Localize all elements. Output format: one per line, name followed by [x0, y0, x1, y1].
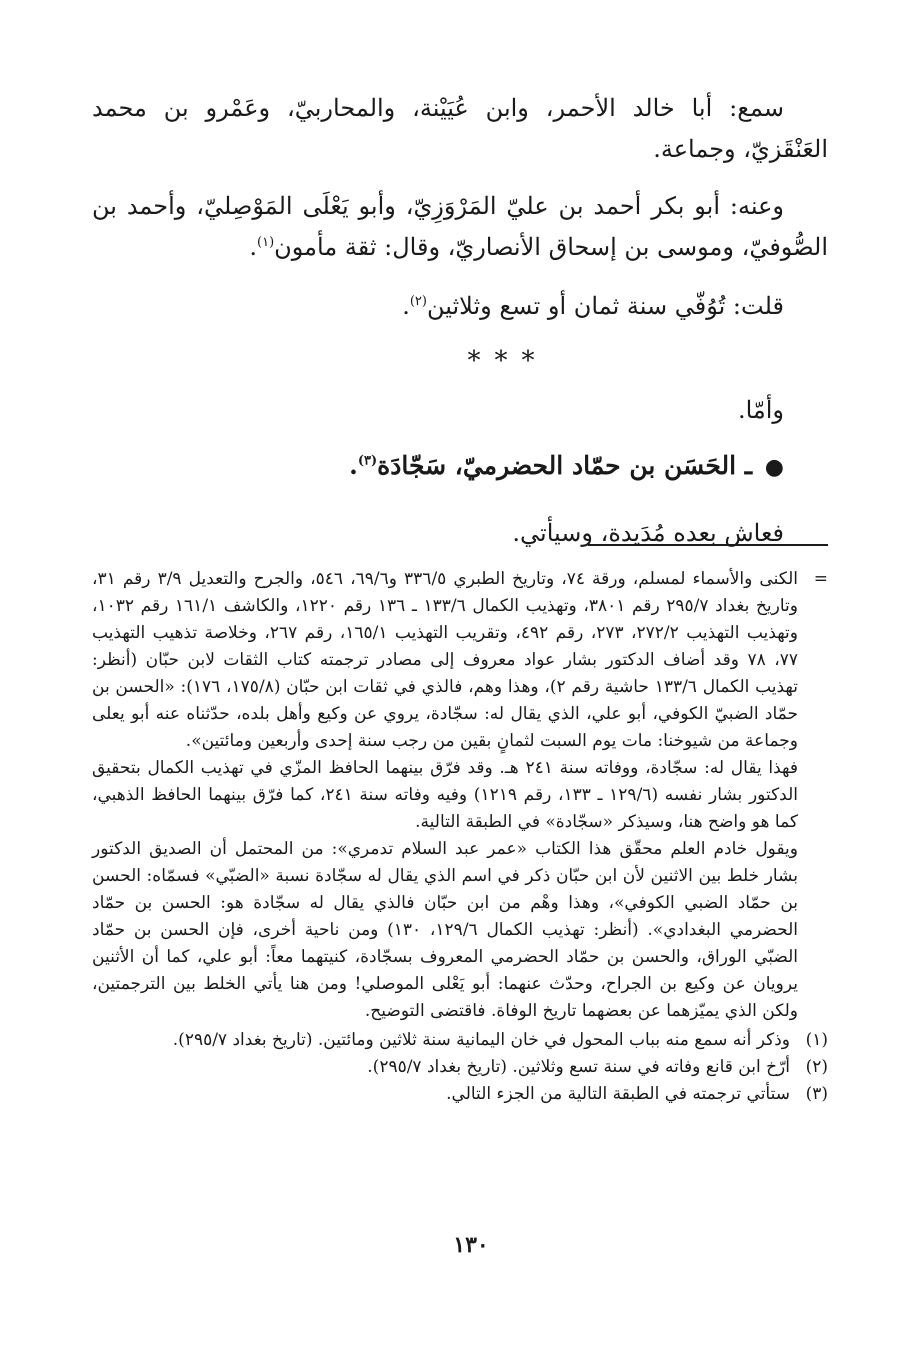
section-separator-stars: *** — [467, 346, 549, 376]
footnote-number: (٣) — [805, 1084, 828, 1104]
footnote-ref: (٣) — [357, 453, 378, 469]
paragraph-lived-after — [92, 513, 828, 554]
footnotes — [92, 566, 828, 1108]
footnote-number: (٢) — [805, 1057, 828, 1077]
paragraph-end: . — [402, 292, 410, 320]
paragraph-text: فعاش بعده مُدَيدة، وسيأتي. — [512, 519, 784, 547]
main-text — [92, 88, 828, 554]
continuation-paragraph: فهذا يقال له: سجّادة، ووفاته سنة ٢٤١ هـ. وقد فرّق بينهما الحافظ المزّي في تهذيب الكمال بتحقيق الدكتور بشار نفسه (١٢٩/٦ ـ ١٣٣، رقم ١٢١٩) وفيه وفاته سنة ٢٤١، كما فرّق بينهما الحافظ الذهبي، كما هو واضح هنا، وسيذكر «سجّادة» في الطبقة التالية. — [92, 758, 798, 832]
footnote-item — [92, 1027, 828, 1054]
entry-end: . — [349, 451, 358, 480]
footnote-item — [92, 1054, 828, 1081]
footnote-ref: (١) — [257, 235, 275, 250]
footnote-item — [92, 1081, 828, 1108]
footnote-continuation — [92, 566, 828, 1025]
paragraph-wamma — [92, 390, 828, 431]
continuation-paragraph: ويقول خادم العلم محقّق هذا الكتاب «عمر عبد السلام تدمري»: من المحتمل أن الصديق الدكتور بشار خلط بين الاثنين لأن ابن حبّان ذكر في اسم الذي يقال له سجّادة نسبة «الضبّي» فسمّاه: الحسن بن حمّاد الضبي الكوفي»، وهذا وهْم من ابن حبّان فالذي يقال له سجّادة هو: الحسن بن حمّاد الحضرمي البغدادي». (أنظر: تهذيب الكمال ١٢٩/٦، ١٣٠) ومن ناحية أخرى، فإن الحسن بن حمّاد الضبّي الوراق، والحسن بن حمّاد الحضرمي المعروف بسجّادة، كنيتهما معاً: أبو علي، كما أن الأثنين يرويان عن وكيع بن الجراح، وحدّث عنهما: أبو يَعْلى الموصلي! ومن هنا يأتي الخلط بين الترجمتين، ولكن الذي يميّزهما عن بعضهما تاريخ الوفاة. فاقتضى التوضيح. — [92, 839, 798, 1021]
continuation-text — [92, 566, 798, 1025]
paragraph-heard-from — [92, 88, 828, 170]
continuation-paragraph: الكنى والأسماء لمسلم، ورقة ٧٤، وتاريخ الطبري ٣٣٦/٥ و٦٩/٦، ٥٤٦، والجرح والتعديل ٣/٩ رقم ٣١، وتاريخ بغداد ٢٩٥/٧ رقم ٣٨٠١، وتهذيب الكمال ١٣٣/٦ ـ ١٣٦ رقم ١٢٢٠، والكاشف ١٦١/١ رقم ١٠٣٢، وتهذيب التهذيب ٢٧٢/٢، ٢٧٣، رقم ٤٩٢، وتقريب التهذيب ١٦٥/١، رقم ٢٦٧، وخلاصة تذهيب التهذيب ٧٧، ٧٨ وقد أضاف الدكتور بشار عواد معروف إلى مصادر ترجمته كتاب الثقات لابن حبّان (أنظر: تهذيب الكمال ١٣٣/٦ حاشية رقم ٢)، وهذا وهم، فالذي في ثقات ابن حبّان (١٧٥/٨، ١٧٦): «الحسن بن حمّاد الضبيّ الكوفي، أبو علي، الذي يقال له: سجّادة، يروي عن وكيع وأهل بلده، حدّثناه عنه أبو يعلى وجماعة من شيوخنا: مات يوم السبت لثمانٍ بقين من رجب سنة إحدى وأربعين ومائتين». — [92, 569, 799, 751]
footnote-text: ستأتي ترجمته في الطبقة التالية من الجزء التالي. — [446, 1084, 790, 1104]
footnote-separator — [588, 544, 828, 546]
continuation-mark: = — [813, 569, 828, 589]
entry-heading — [92, 445, 828, 488]
footnote-ref: (٢) — [409, 294, 427, 309]
paragraph-death — [92, 286, 828, 327]
footnote-number: (١) — [805, 1030, 828, 1050]
paragraph-narrators — [92, 186, 828, 268]
paragraph-text: وعنه: أبو بكر أحمد بن عليّ المَرْوَزِيّ، وأبو يَعْلَى المَوْصِليّ، وأحمد بن الصُّوفيّ، وموسى بن إسحاق الأنصاريّ، وقال: ثقة مأمون — [92, 192, 828, 261]
bullet-icon: ● — [764, 454, 784, 480]
footnote-text: وذكر أنه سمع منه بباب المحول في خان اليمانية سنة ثلاثين ومائتين. (تاريخ بغداد ٢٩٥/٧). — [172, 1030, 790, 1050]
paragraph-text: سمع: أبا خالد الأحمر، وابن عُيَيْنة، والمحاربيّ، وعَمْرو بن محمد العَنْقَزيّ، وجماعة. — [92, 94, 828, 163]
footnote-text: أرّخ ابن قانع وفاته في سنة تسع وثلاثين. (تاريخ بغداد ٢٩٥/٧). — [367, 1057, 790, 1077]
paragraph-text: وأمّا. — [737, 396, 784, 424]
entry-name: ـ الحَسَن بن حمّاد الحضرميّ، سَجّادَة — [377, 451, 753, 480]
footnote-list — [92, 1027, 828, 1108]
page-number: ١٣٠ — [453, 1232, 489, 1258]
paragraph-end: . — [249, 233, 258, 261]
paragraph-text: قلت: تُوُفّي سنة ثمان أو تسع وثلاثين — [426, 292, 784, 320]
